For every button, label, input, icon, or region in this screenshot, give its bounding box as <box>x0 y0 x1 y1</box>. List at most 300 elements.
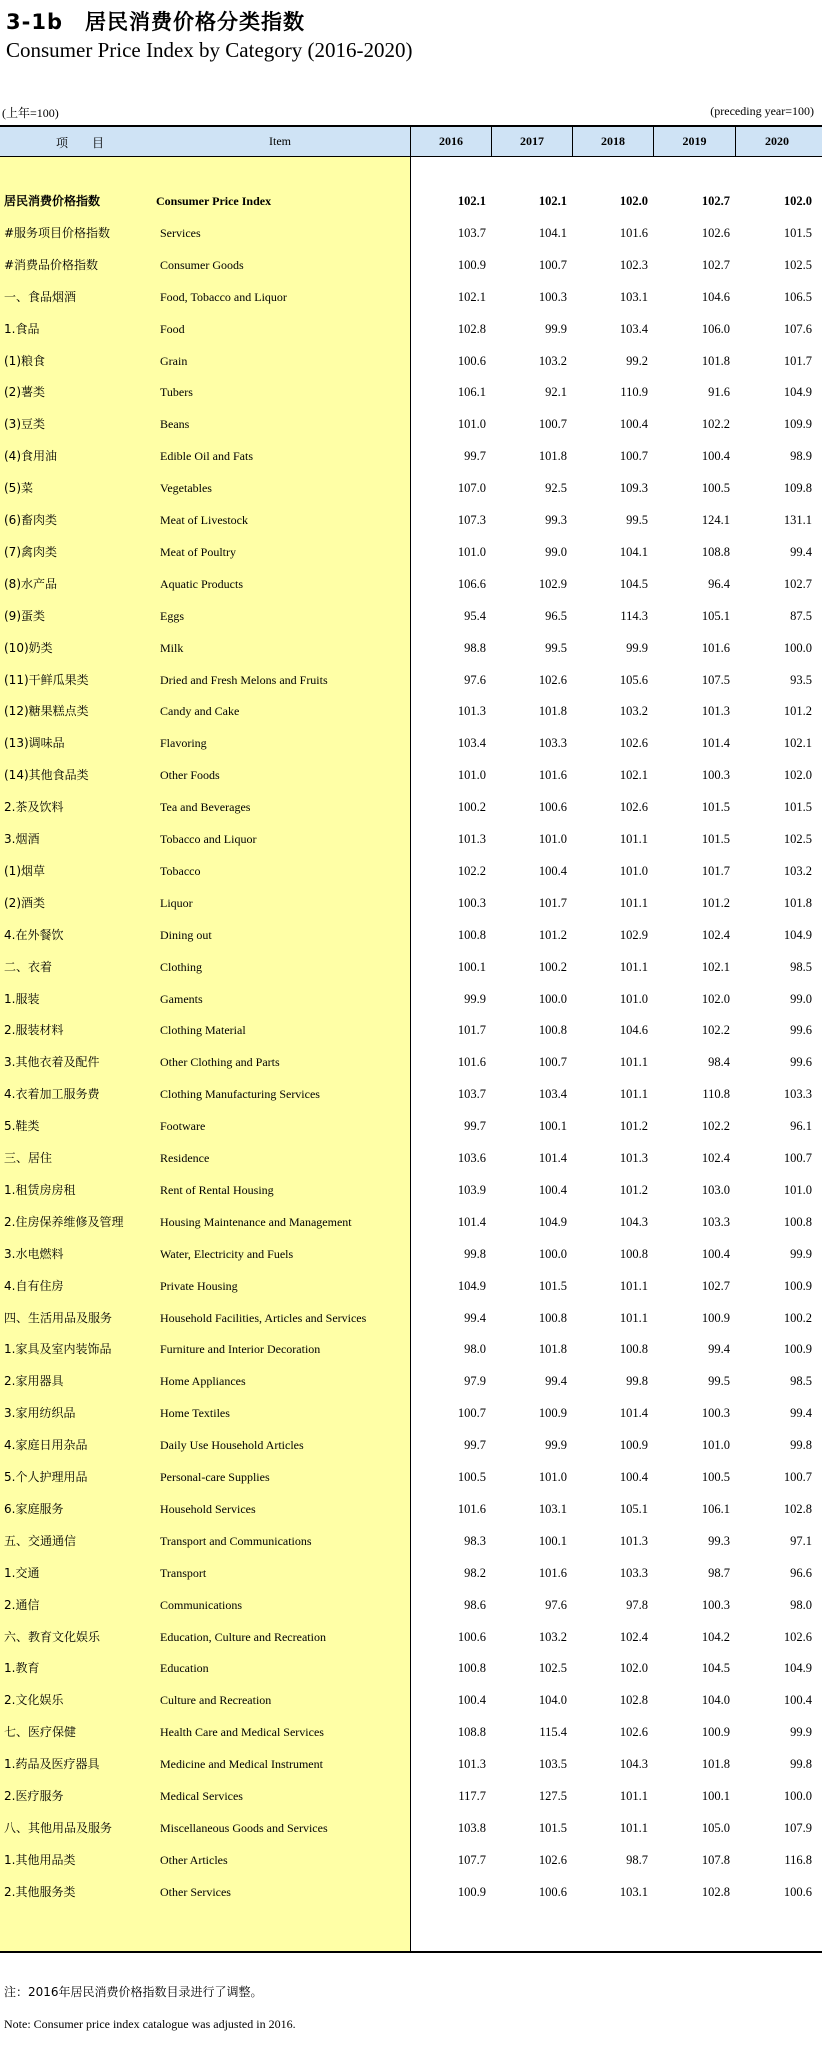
table-row <box>0 408 822 440</box>
row-label-english: Rent of Rental Housing <box>160 1182 274 1197</box>
index-value-2018: 101.1 <box>619 832 648 846</box>
index-value-2020: 98.0 <box>790 1597 812 1612</box>
index-value-2017: 101.5 <box>538 1820 567 1835</box>
row-label-english: Home Appliances <box>160 1374 246 1389</box>
index-value-2020: 96.1 <box>790 1119 812 1134</box>
index-value-2016: 101.7 <box>457 1023 486 1038</box>
row-label-chinese: (2)薯类 <box>4 385 45 400</box>
index-value-2016: 99.7 <box>464 1438 486 1453</box>
index-value-2020: 102.5 <box>783 257 812 272</box>
row-label-english: Meat of Poultry <box>160 544 236 559</box>
row-label-english: Medicine and Medical Instrument <box>160 1757 323 1772</box>
index-value-2018: 101.1 <box>619 1310 648 1325</box>
row-label-chinese: (12)糖果糕点类 <box>4 704 89 719</box>
row-label-chinese: 2.医疗服务 <box>4 1789 64 1803</box>
index-value-2017: 100.0 <box>538 1246 567 1261</box>
index-value-2020: 103.3 <box>783 1087 812 1102</box>
index-value-2016: 98.0 <box>464 1342 486 1357</box>
index-value-2016: 117.7 <box>458 1789 486 1803</box>
index-value-2016: 100.1 <box>457 959 486 974</box>
row-label-chinese: 二、衣着 <box>4 959 53 974</box>
index-value-2019: 103.0 <box>701 1182 730 1197</box>
index-value-2020: 100.0 <box>783 640 812 655</box>
row-label-english: Services <box>160 225 201 240</box>
row-label-chinese: 一、食品烟酒 <box>4 289 77 304</box>
row-label-english: Transport and Communications <box>160 1533 312 1548</box>
index-value-2019: 100.4 <box>701 1246 730 1261</box>
index-value-2017: 103.4 <box>538 1087 567 1102</box>
index-value-2020: 101.0 <box>783 1182 812 1197</box>
index-value-2017: 100.1 <box>538 1119 567 1134</box>
index-value-2017: 103.1 <box>538 1501 567 1516</box>
index-value-2020: 109.9 <box>783 417 812 432</box>
index-value-2018: 105.6 <box>619 672 648 687</box>
index-value-2020: 97.1 <box>790 1533 812 1548</box>
index-value-2019: 99.5 <box>708 1374 730 1389</box>
index-value-2020: 106.5 <box>783 289 812 304</box>
row-label-chinese: 4.家庭日用杂品 <box>4 1438 88 1453</box>
index-value-2018: 109.3 <box>619 481 648 496</box>
index-value-2019: 100.3 <box>701 768 730 783</box>
index-value-2018: 101.2 <box>619 1119 648 1134</box>
index-value-2020: 101.8 <box>783 895 812 910</box>
index-value-2020: 116.8 <box>784 1852 812 1867</box>
row-label-english: Footware <box>160 1119 206 1134</box>
index-value-2017: 100.7 <box>538 1055 567 1070</box>
index-value-2016: 100.9 <box>457 1884 486 1899</box>
index-value-2019: 100.4 <box>701 449 730 464</box>
index-value-2017: 101.2 <box>538 927 567 942</box>
index-value-2018: 100.9 <box>619 1438 648 1453</box>
row-label-chinese: (5)菜 <box>4 481 33 496</box>
table-row <box>0 313 822 345</box>
row-label-chinese: 5.个人护理用品 <box>4 1470 88 1484</box>
table-row <box>0 1206 822 1238</box>
row-label-chinese: (11)干鲜瓜果类 <box>4 672 89 687</box>
table-row <box>0 249 822 281</box>
table-row <box>0 185 822 217</box>
index-value-2017: 99.9 <box>545 1438 567 1453</box>
row-label-chinese: (3)豆类 <box>4 417 45 432</box>
index-value-2019: 101.4 <box>701 736 730 751</box>
row-label-english: Other Services <box>160 1884 231 1899</box>
table-row <box>0 281 822 313</box>
index-value-2020: 102.0 <box>783 194 812 208</box>
index-value-2016: 100.8 <box>457 927 486 942</box>
index-value-2016: 103.7 <box>457 1087 486 1102</box>
index-value-2019: 100.9 <box>701 1725 730 1740</box>
index-value-2018: 101.3 <box>619 1533 648 1548</box>
table-row <box>0 1748 822 1780</box>
index-value-2017: 104.9 <box>538 1214 567 1229</box>
index-value-2019: 102.2 <box>701 1023 730 1038</box>
row-label-chinese: 居民消费价格指数 <box>4 194 101 208</box>
index-value-2018: 102.6 <box>619 800 648 815</box>
index-value-2019: 102.0 <box>701 991 730 1006</box>
index-value-2018: 101.6 <box>619 225 648 240</box>
index-value-2017: 96.5 <box>545 608 567 623</box>
row-label-chinese: 1.家具及室内装饰品 <box>4 1342 112 1357</box>
unit-note-english: (preceding year=100) <box>710 104 814 118</box>
index-value-2018: 102.8 <box>619 1693 648 1708</box>
index-value-2019: 96.4 <box>708 576 730 591</box>
index-value-2016: 101.0 <box>457 544 486 559</box>
row-label-chinese: (2)酒类 <box>4 895 45 910</box>
index-value-2018: 102.6 <box>619 736 648 751</box>
index-value-2020: 87.5 <box>790 608 812 623</box>
index-value-2019: 101.0 <box>701 1438 730 1453</box>
row-label-english: Liquor <box>160 895 193 910</box>
index-value-2017: 100.2 <box>538 959 567 974</box>
index-value-2017: 101.4 <box>538 1151 567 1165</box>
row-label-english: Food <box>160 321 185 336</box>
index-value-2020: 107.6 <box>783 321 812 336</box>
index-value-2017: 103.2 <box>538 353 567 368</box>
index-value-2016: 103.9 <box>457 1182 486 1197</box>
row-label-english: Residence <box>160 1151 210 1165</box>
table-row <box>0 1684 822 1716</box>
index-value-2016: 106.6 <box>457 576 486 591</box>
index-value-2018: 99.9 <box>626 640 648 655</box>
index-value-2019: 107.5 <box>701 672 730 687</box>
table-row <box>0 536 822 568</box>
index-value-2018: 99.8 <box>626 1374 648 1389</box>
index-value-2019: 100.3 <box>701 1597 730 1612</box>
row-label-english: Clothing Material <box>160 1023 246 1038</box>
index-value-2020: 100.7 <box>783 1470 812 1484</box>
row-label-chinese: (7)禽肉类 <box>4 544 57 559</box>
index-value-2019: 101.2 <box>701 895 730 910</box>
index-value-2017: 100.7 <box>538 257 567 272</box>
row-label-english: Tobacco and Liquor <box>160 832 257 846</box>
row-label-chinese: 6.家庭服务 <box>4 1501 64 1516</box>
index-value-2018: 110.9 <box>620 385 648 400</box>
table-row <box>0 440 822 472</box>
index-value-2018: 100.8 <box>619 1246 648 1261</box>
row-label-chinese: 3.烟酒 <box>4 832 40 846</box>
row-label-chinese: 4.自有住房 <box>4 1278 64 1293</box>
index-value-2018: 114.3 <box>620 608 648 623</box>
index-value-2016: 100.7 <box>457 1406 486 1421</box>
index-value-2017: 102.6 <box>538 672 567 687</box>
row-label-chinese: 2.住房保养维修及管理 <box>4 1214 124 1229</box>
row-label-english: Aquatic Products <box>160 576 243 591</box>
row-label-chinese: 四、生活用品及服务 <box>4 1310 113 1325</box>
index-value-2017: 103.2 <box>538 1629 567 1644</box>
row-label-english: Flavoring <box>160 736 207 751</box>
index-value-2019: 101.7 <box>701 863 730 878</box>
index-value-2020: 102.7 <box>783 576 812 591</box>
row-label-chinese: 4.在外餐饮 <box>4 927 64 942</box>
row-label-english: Clothing Manufacturing Services <box>160 1087 320 1102</box>
index-value-2019: 108.8 <box>701 544 730 559</box>
index-value-2017: 104.1 <box>538 225 567 240</box>
index-value-2019: 100.5 <box>701 481 730 496</box>
index-value-2016: 103.4 <box>457 736 486 751</box>
index-value-2018: 102.1 <box>619 768 648 783</box>
row-label-chinese: (1)粮食 <box>4 353 45 368</box>
index-value-2020: 96.6 <box>790 1565 812 1580</box>
index-value-2020: 102.0 <box>783 768 812 783</box>
table-row <box>0 919 822 951</box>
index-value-2018: 104.1 <box>619 544 648 559</box>
row-label-chinese: (8)水产品 <box>4 576 57 591</box>
row-label-chinese: 3.其他衣着及配件 <box>4 1055 100 1070</box>
index-value-2018: 102.6 <box>619 1725 648 1740</box>
header-year: 2017 <box>520 134 544 148</box>
index-value-2019: 102.1 <box>701 959 730 974</box>
index-value-2020: 100.7 <box>783 1151 812 1165</box>
index-value-2017: 100.4 <box>538 863 567 878</box>
index-value-2020: 102.8 <box>783 1501 812 1516</box>
index-value-2018: 101.0 <box>619 863 648 878</box>
index-value-2017: 97.6 <box>545 1597 567 1612</box>
table-row <box>0 791 822 823</box>
index-value-2016: 107.7 <box>457 1852 486 1867</box>
row-label-english: Personal-care Supplies <box>160 1470 270 1484</box>
row-label-english: Dining out <box>160 927 212 942</box>
index-value-2018: 103.1 <box>619 1884 648 1899</box>
row-label-chinese: (9)蛋类 <box>4 608 45 623</box>
index-value-2019: 102.7 <box>701 194 730 208</box>
table-row <box>0 600 822 632</box>
index-value-2019: 98.7 <box>708 1565 730 1580</box>
index-value-2020: 101.5 <box>783 225 812 240</box>
table-row <box>0 345 822 377</box>
index-value-2020: 101.7 <box>783 353 812 368</box>
index-value-2016: 98.8 <box>464 640 486 655</box>
index-value-2018: 101.1 <box>619 1055 648 1070</box>
index-value-2019: 103.3 <box>701 1214 730 1229</box>
column-divider <box>735 125 736 157</box>
index-value-2018: 103.2 <box>619 704 648 719</box>
index-value-2016: 99.7 <box>464 1119 486 1134</box>
row-label-chinese: 4.衣着加工服务费 <box>4 1087 100 1102</box>
index-value-2018: 98.7 <box>626 1852 648 1867</box>
index-value-2020: 104.9 <box>783 385 812 400</box>
index-value-2016: 102.1 <box>457 289 486 304</box>
index-value-2018: 101.1 <box>619 1820 648 1835</box>
index-value-2017: 92.1 <box>545 385 567 400</box>
index-value-2018: 101.4 <box>619 1406 648 1421</box>
header-item-english: Item <box>269 134 291 148</box>
table-row <box>0 1110 822 1142</box>
index-value-2019: 105.0 <box>701 1820 730 1835</box>
table-row <box>0 1876 822 1908</box>
table-row <box>0 1461 822 1493</box>
index-value-2017: 100.3 <box>538 289 567 304</box>
index-value-2016: 104.9 <box>457 1278 486 1293</box>
index-value-2019: 101.3 <box>701 704 730 719</box>
index-value-2019: 104.0 <box>701 1693 730 1708</box>
row-label-english: Vegetables <box>160 481 212 496</box>
row-label-chinese: 五、交通通信 <box>4 1533 77 1548</box>
row-label-chinese: 2.服装材料 <box>4 1023 64 1038</box>
index-value-2020: 100.2 <box>783 1310 812 1325</box>
table-row <box>0 1365 822 1397</box>
index-value-2016: 99.7 <box>464 449 486 464</box>
table-row <box>0 568 822 600</box>
table-row <box>0 1716 822 1748</box>
index-value-2017: 102.6 <box>538 1852 567 1867</box>
row-label-english: Consumer Goods <box>160 257 244 272</box>
table-row <box>0 1525 822 1557</box>
index-value-2020: 99.0 <box>790 991 812 1006</box>
index-value-2019: 100.9 <box>701 1310 730 1325</box>
index-value-2018: 103.3 <box>619 1565 648 1580</box>
unit-note-chinese: (上年=100) <box>2 106 59 120</box>
index-value-2017: 100.0 <box>538 991 567 1006</box>
index-value-2016: 107.3 <box>457 513 486 527</box>
index-value-2019: 106.0 <box>701 321 730 336</box>
table-title-chinese: 3-1b 居民消费价格分类指数 <box>6 10 305 34</box>
index-value-2017: 100.6 <box>538 1884 567 1899</box>
row-label-chinese: 2.家用器具 <box>4 1374 64 1389</box>
index-value-2016: 98.6 <box>464 1597 486 1612</box>
index-value-2017: 99.9 <box>545 321 567 336</box>
index-value-2016: 100.6 <box>457 353 486 368</box>
index-value-2019: 107.8 <box>701 1852 730 1867</box>
index-value-2020: 99.8 <box>790 1438 812 1453</box>
row-label-chinese: (13)调味品 <box>4 736 65 751</box>
index-value-2017: 99.0 <box>545 544 567 559</box>
index-value-2019: 106.1 <box>701 1501 730 1516</box>
header-year: 2020 <box>765 134 789 148</box>
index-value-2016: 97.9 <box>464 1374 486 1389</box>
index-value-2019: 102.6 <box>701 225 730 240</box>
index-value-2016: 101.3 <box>457 1757 486 1772</box>
index-value-2019: 102.4 <box>701 1151 730 1165</box>
row-label-english: Culture and Recreation <box>160 1693 272 1708</box>
index-value-2020: 104.9 <box>783 927 812 942</box>
column-divider <box>572 125 573 157</box>
index-value-2020: 102.1 <box>783 736 812 751</box>
row-label-english: Edible Oil and Fats <box>160 449 253 464</box>
index-value-2020: 101.2 <box>783 704 812 719</box>
table-row <box>0 1589 822 1621</box>
table-row <box>0 983 822 1015</box>
index-value-2020: 104.9 <box>783 1661 812 1676</box>
index-value-2016: 100.2 <box>457 800 486 815</box>
index-value-2016: 101.3 <box>457 704 486 719</box>
index-value-2017: 101.6 <box>538 768 567 783</box>
table-row <box>0 1397 822 1429</box>
row-label-english: Milk <box>160 640 184 655</box>
index-value-2017: 100.7 <box>538 417 567 432</box>
table-row <box>0 376 822 408</box>
index-value-2020: 99.9 <box>790 1725 812 1740</box>
header-item-chinese: 项 目 <box>55 136 104 150</box>
row-label-english: Tubers <box>160 385 193 400</box>
table-row <box>0 664 822 696</box>
index-value-2020: 100.9 <box>783 1342 812 1357</box>
index-value-2019: 102.2 <box>701 1119 730 1134</box>
index-value-2018: 103.1 <box>619 289 648 304</box>
row-label-english: Consumer Price Index <box>156 194 272 208</box>
index-value-2020: 102.5 <box>783 832 812 846</box>
index-value-2017: 101.6 <box>538 1565 567 1580</box>
row-label-english: Gaments <box>160 991 203 1006</box>
index-value-2019: 98.4 <box>708 1055 730 1070</box>
index-value-2019: 104.6 <box>701 289 730 304</box>
index-value-2020: 100.9 <box>783 1278 812 1293</box>
table-row <box>0 1174 822 1206</box>
header-year: 2018 <box>601 134 625 148</box>
row-label-english: Water, Electricity and Fuels <box>160 1246 294 1261</box>
index-value-2018: 99.5 <box>626 513 648 527</box>
header-year: 2019 <box>682 134 707 148</box>
index-value-2017: 100.6 <box>538 800 567 815</box>
index-value-2019: 100.1 <box>701 1789 730 1803</box>
index-value-2016: 101.6 <box>457 1055 486 1070</box>
row-label-english: Education, Culture and Recreation <box>160 1629 326 1644</box>
index-value-2017: 104.0 <box>538 1693 567 1708</box>
row-label-chinese: #服务项目价格指数 <box>4 225 111 240</box>
row-label-english: Other Foods <box>160 768 220 783</box>
index-value-2020: 98.5 <box>790 1374 812 1389</box>
row-label-chinese: 六、教育文化娱乐 <box>4 1629 101 1644</box>
index-value-2016: 99.9 <box>464 991 486 1006</box>
index-value-2020: 100.0 <box>783 1789 812 1803</box>
row-label-chinese: 1.租赁房房租 <box>4 1182 76 1197</box>
table-row <box>0 1238 822 1270</box>
index-value-2019: 99.4 <box>708 1342 730 1357</box>
index-value-2020: 103.2 <box>783 863 812 878</box>
table-title-english: Consumer Price Index by Category (2016-2020) <box>6 38 413 62</box>
index-value-2017: 115.4 <box>539 1725 567 1740</box>
table-row <box>0 1333 822 1365</box>
index-value-2019: 100.5 <box>701 1470 730 1484</box>
table-row <box>0 1014 822 1046</box>
row-label-english: Private Housing <box>160 1278 238 1293</box>
index-value-2018: 104.6 <box>619 1023 648 1038</box>
table-row <box>0 217 822 249</box>
index-value-2018: 104.3 <box>619 1757 648 1772</box>
index-value-2017: 100.1 <box>538 1533 567 1548</box>
index-value-2017: 100.4 <box>538 1182 567 1197</box>
index-value-2019: 110.8 <box>702 1087 730 1102</box>
row-label-chinese: 1.食品 <box>4 321 40 336</box>
index-value-2017: 102.9 <box>538 576 567 591</box>
row-label-chinese: 3.水电燃料 <box>4 1246 64 1261</box>
index-value-2016: 98.3 <box>464 1533 486 1548</box>
row-label-chinese: 2.通信 <box>4 1597 40 1612</box>
index-value-2018: 100.4 <box>619 1470 648 1484</box>
index-value-2020: 93.5 <box>790 672 812 687</box>
index-value-2019: 124.1 <box>701 513 730 527</box>
index-value-2016: 97.6 <box>464 672 486 687</box>
index-value-2017: 103.3 <box>538 736 567 751</box>
index-value-2017: 103.5 <box>538 1757 567 1772</box>
index-value-2016: 95.4 <box>464 608 486 623</box>
index-value-2018: 99.2 <box>626 353 648 368</box>
row-label-english: Candy and Cake <box>160 704 240 719</box>
row-label-english: Clothing <box>160 959 203 974</box>
index-value-2016: 98.2 <box>464 1565 486 1580</box>
table-row <box>0 727 822 759</box>
index-value-2017: 92.5 <box>545 481 567 496</box>
row-label-english: Education <box>160 1661 209 1676</box>
index-value-2019: 102.8 <box>701 1884 730 1899</box>
row-label-english: Tea and Beverages <box>160 800 251 815</box>
row-label-chinese: 2.文化娱乐 <box>4 1693 64 1708</box>
index-value-2018: 102.9 <box>619 927 648 942</box>
index-value-2016: 101.6 <box>457 1501 486 1516</box>
table-row <box>0 1557 822 1589</box>
row-label-chinese: 八、其他用品及服务 <box>4 1820 113 1835</box>
index-value-2020: 98.9 <box>790 449 812 464</box>
index-value-2019: 102.7 <box>701 257 730 272</box>
